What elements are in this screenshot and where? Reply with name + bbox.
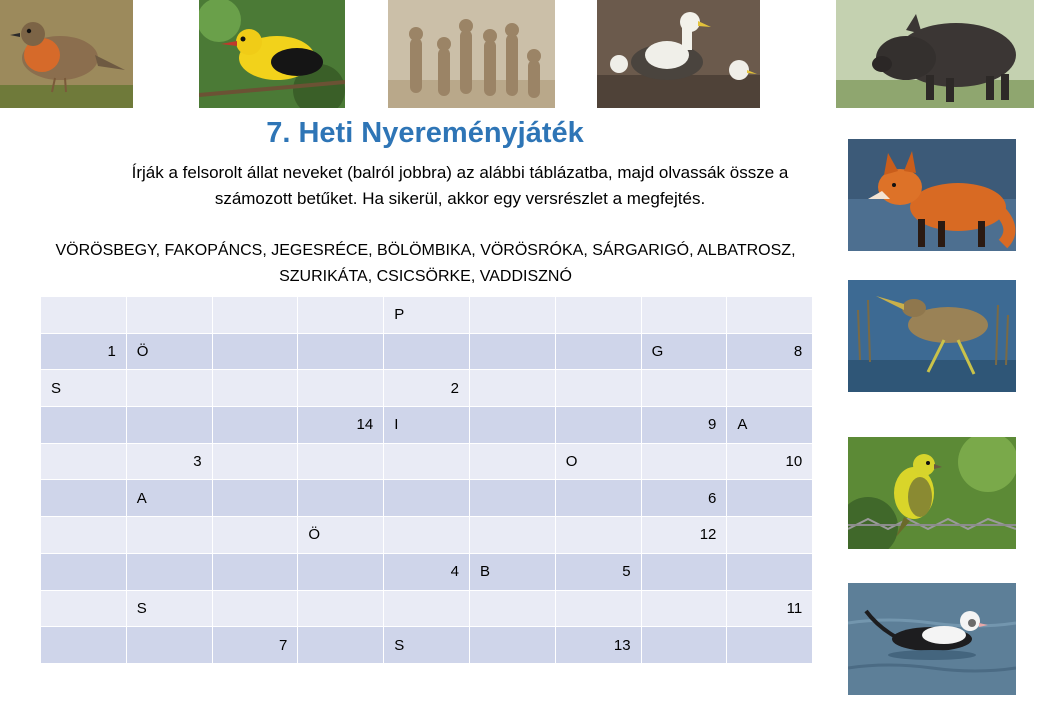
grid-cell[interactable]: 11 (727, 590, 813, 627)
albatross-photo (597, 0, 760, 108)
wild-boar-photo (836, 0, 1034, 108)
grid-cell[interactable] (41, 407, 127, 444)
grid-cell[interactable] (384, 443, 470, 480)
grid-row (41, 370, 813, 407)
grid-cell[interactable]: O (555, 443, 641, 480)
bittern-photo (848, 280, 1016, 392)
grid-cell[interactable] (727, 480, 813, 517)
grid-cell[interactable] (641, 553, 727, 590)
grid-cell[interactable] (555, 517, 641, 554)
grid-cell[interactable] (212, 370, 298, 407)
grid-cell[interactable] (298, 333, 384, 370)
meerkats-photo (388, 0, 555, 108)
puzzle-grid (40, 296, 813, 664)
grid-cell[interactable] (727, 553, 813, 590)
grid-cell[interactable] (727, 627, 813, 664)
grid-cell[interactable] (212, 590, 298, 627)
grid-cell[interactable] (126, 517, 212, 554)
grid-cell[interactable]: G (641, 333, 727, 370)
grid-cell[interactable]: 4 (384, 553, 470, 590)
grid-cell[interactable] (126, 370, 212, 407)
grid-cell[interactable] (41, 517, 127, 554)
grid-cell[interactable] (212, 297, 298, 334)
grid-row (41, 443, 813, 480)
grid-cell[interactable]: I (384, 407, 470, 444)
grid-cell[interactable] (469, 627, 555, 664)
grid-cell[interactable] (212, 480, 298, 517)
grid-cell[interactable] (41, 553, 127, 590)
grid-cell[interactable]: 1 (41, 333, 127, 370)
grid-cell[interactable] (126, 627, 212, 664)
grid-cell[interactable] (555, 333, 641, 370)
grid-cell[interactable] (469, 443, 555, 480)
grid-cell[interactable] (469, 370, 555, 407)
grid-cell[interactable] (41, 590, 127, 627)
grid-cell[interactable]: 3 (126, 443, 212, 480)
grid-cell[interactable] (126, 407, 212, 444)
page-title: 7. Heti Nyereményjáték (266, 117, 584, 149)
grid-cell[interactable] (727, 370, 813, 407)
grid-cell[interactable] (384, 333, 470, 370)
grid-cell[interactable]: 9 (641, 407, 727, 444)
grid-cell[interactable] (41, 443, 127, 480)
grid-cell[interactable] (469, 590, 555, 627)
grid-cell[interactable] (298, 480, 384, 517)
grid-cell[interactable]: 2 (384, 370, 470, 407)
grid-cell[interactable] (727, 297, 813, 334)
grid-cell[interactable]: S (384, 627, 470, 664)
grid-cell[interactable] (384, 480, 470, 517)
grid-cell[interactable] (641, 590, 727, 627)
grid-row (41, 553, 813, 590)
serin-photo (848, 437, 1016, 549)
grid-cell[interactable] (469, 297, 555, 334)
grid-cell[interactable] (298, 590, 384, 627)
grid-cell[interactable] (555, 590, 641, 627)
grid-cell[interactable]: 6 (641, 480, 727, 517)
grid-cell[interactable]: 7 (212, 627, 298, 664)
grid-cell[interactable] (384, 517, 470, 554)
grid-cell[interactable] (555, 407, 641, 444)
grid-cell[interactable]: P (384, 297, 470, 334)
grid-cell[interactable] (41, 627, 127, 664)
grid-cell[interactable]: A (727, 407, 813, 444)
grid-row (41, 333, 813, 370)
long-tailed-duck-photo (848, 583, 1016, 695)
grid-cell[interactable] (555, 370, 641, 407)
grid-cell[interactable] (126, 553, 212, 590)
grid-cell[interactable] (641, 370, 727, 407)
grid-cell[interactable] (641, 297, 727, 334)
grid-cell[interactable] (298, 443, 384, 480)
instructions-text: Írják a felsorolt állat neveket (balról jobbra) az alábbi táblázatba, majd olvassák össze a számozott betűket. Ha sikerül, akkor egy versrészlet a megfejtés. (131, 163, 789, 208)
grid-cell[interactable] (555, 480, 641, 517)
grid-cell[interactable]: Ö (126, 333, 212, 370)
grid-cell[interactable] (555, 297, 641, 334)
grid-cell[interactable] (641, 443, 727, 480)
grid-row (41, 407, 813, 444)
grid-cell[interactable]: B (469, 553, 555, 590)
grid-cell[interactable]: 10 (727, 443, 813, 480)
golden-oriole-photo (199, 0, 345, 108)
grid-row (41, 590, 813, 627)
red-fox-photo (848, 139, 1016, 251)
grid-cell[interactable] (298, 297, 384, 334)
grid-cell[interactable] (298, 627, 384, 664)
grid-cell[interactable] (469, 480, 555, 517)
grid-row (41, 517, 813, 554)
grid-cell[interactable] (212, 517, 298, 554)
grid-cell[interactable] (469, 333, 555, 370)
grid-row (41, 480, 813, 517)
grid-cell[interactable]: 13 (555, 627, 641, 664)
grid-cell[interactable] (41, 480, 127, 517)
grid-row (41, 627, 813, 664)
grid-cell[interactable]: 14 (298, 407, 384, 444)
grid-cell[interactable] (298, 370, 384, 407)
grid-cell[interactable] (212, 443, 298, 480)
grid-cell[interactable]: S (126, 590, 212, 627)
grid-cell[interactable]: 12 (641, 517, 727, 554)
grid-cell[interactable] (641, 627, 727, 664)
grid-cell[interactable] (298, 553, 384, 590)
grid-cell[interactable] (212, 333, 298, 370)
grid-cell[interactable]: 5 (555, 553, 641, 590)
animal-list: VÖRÖSBEGY, FAKOPÁNCS, JEGESRÉCE, BÖLÖMBIKA, VÖRÖSRÓKA, SÁRGARIGÓ, ALBATROSZ, SZURIKÁTA, CSICSÖRKE, VADDISZNÓ (55, 242, 796, 285)
grid-cell[interactable] (727, 517, 813, 554)
grid-cell[interactable] (212, 407, 298, 444)
grid-cell[interactable]: S (41, 370, 127, 407)
grid-cell[interactable] (212, 553, 298, 590)
grid-cell[interactable]: A (126, 480, 212, 517)
grid-cell[interactable]: 8 (727, 333, 813, 370)
grid-cell[interactable] (384, 590, 470, 627)
grid-cell[interactable] (469, 407, 555, 444)
grid-cell[interactable] (126, 297, 212, 334)
grid-cell[interactable] (41, 297, 127, 334)
grid-cell[interactable]: Ö (298, 517, 384, 554)
grid-row (41, 297, 813, 334)
grid-cell[interactable] (469, 517, 555, 554)
robin-photo (0, 0, 133, 108)
